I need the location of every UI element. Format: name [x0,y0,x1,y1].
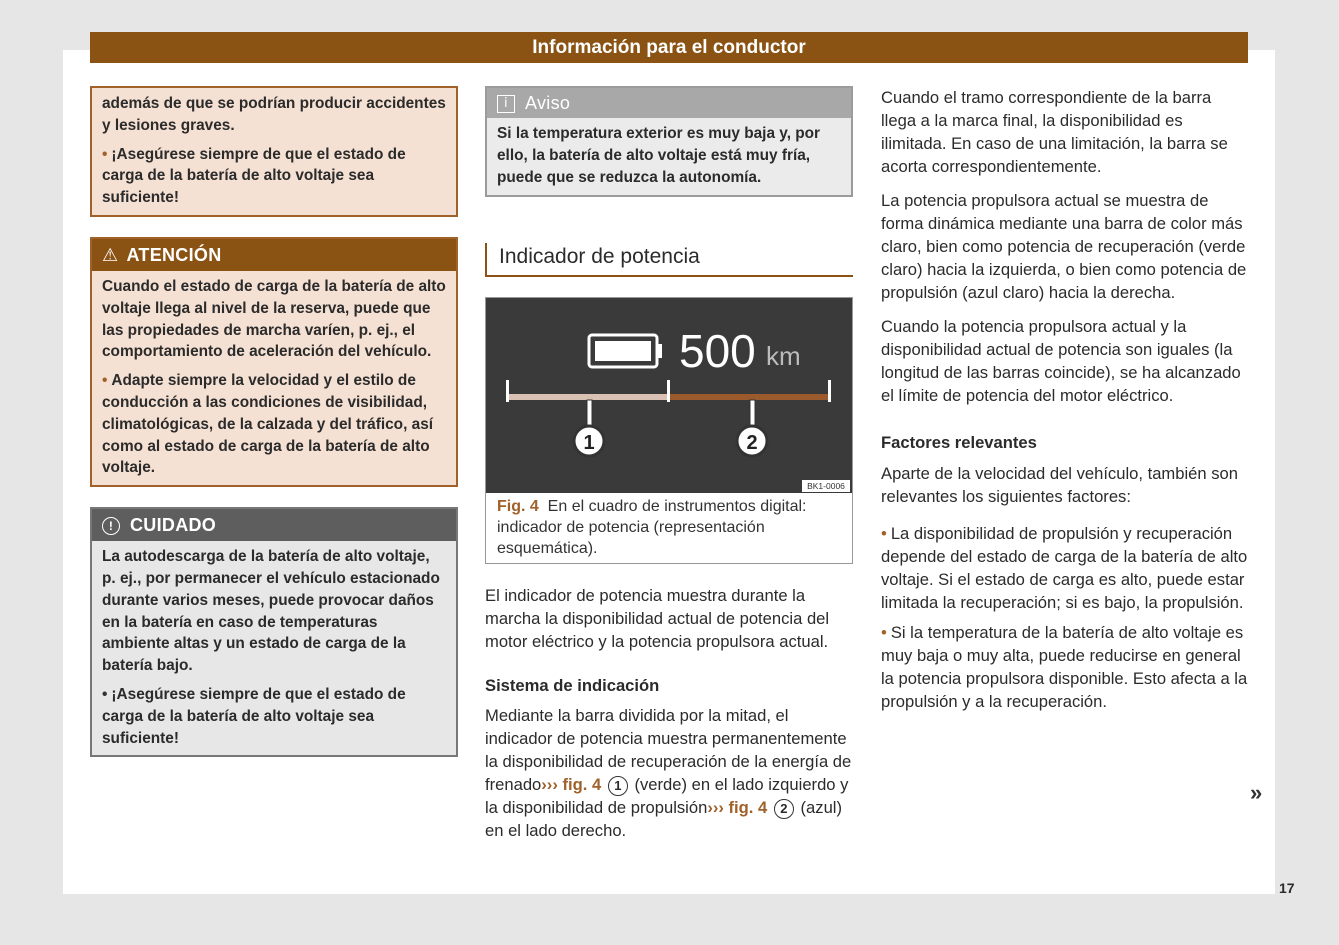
column-right [881,86,1249,713]
paragraph-2: La potencia propulsora actual se muestra de forma dinámica mediante una barra de color más claro, bien como potencia de recuperación (verde claro) hacia la izquierda, o bien como potencia de propulsión (azul claro) hacia la derecha. [881,191,1247,302]
page-header: Información para el conductor [90,32,1248,63]
cuidado-bullet: • ¡Asegúrese siempre de que el estado de carga de la batería de alto voltaje sea suficiente! [102,685,406,747]
intro-paragraph: El indicador de potencia muestra durante la marcha la disponibilidad actual de potencia del motor eléctrico y la potencia propulsora actual. [485,586,830,651]
bullet-1: • La disponibilidad de propulsión y recuperación depende del estado de carga de la batería de alto voltaje. Si el estado de carga es alto, puede estar limitada la recuperación; si es bajo, la propulsión. [881,524,1248,612]
aviso-box [485,86,853,197]
bullet-icon: • [881,623,887,642]
atencion-header: ⚠ ATENCIÓN [92,239,456,271]
warning-triangle-icon: ⚠ [102,244,119,266]
warning-continuation-box [90,86,458,217]
callout-1-ref: 1 [608,776,628,796]
propulsion-bar [670,394,828,400]
bullet-icon: • [102,372,108,390]
figure-caption: Fig. 4 En el cuadro de instrumentos digital: indicador de potencia (representación esquemática). [497,498,807,557]
figure-reference-link[interactable]: ››› fig. 4 [541,775,602,794]
marker-2-label: 2 [746,432,758,454]
atencion-bullet: • Adapte siempre la velocidad y el estilo de conducción a las condiciones de visibilidad, climatológicas, de la calzada y del tráfico, así como al estado de carga de la batería de alto voltaje. [102,372,434,477]
section-title: Indicador de potencia [485,243,853,277]
power-indicator-illustration [486,298,852,493]
page-number: 17 [1279,880,1295,896]
end-mark-right [828,380,831,402]
column-middle [485,86,853,842]
end-mark-left [506,380,509,402]
range-value: 500 [679,325,756,377]
power-indicator-svg [486,298,852,493]
caution-circle-icon: ! [102,517,120,535]
range-unit: km [766,341,801,371]
sistema-paragraph: Mediante la barra dividida por la mitad, el indicador de potencia muestra permanentemente la disponibilidad de recuperación de la energía de frenado››› fig. 4 1 (verde) en el lado izquierdo y la disponibilidad de propulsión››› fig. 4 2 (azul) en el lado derecho. [485,706,852,840]
paragraph-4: Aparte de la velocidad del vehículo, también son relevantes los siguientes factores: [881,464,1238,506]
atencion-box [90,237,458,487]
bullet-icon: • [881,524,887,543]
callout-2-ref: 2 [774,799,794,819]
column-left [90,86,458,757]
paragraph-3: Cuando la potencia propulsora actual y la disponibilidad actual de potencia son iguales (la longitud de las barras coincide), se ha alcanzado el límite de potencia del motor eléctrico. [881,317,1241,405]
atencion-text: Cuando el estado de carga de la batería de alto voltaje llega al nivel de la reserva, puede que las propiedades de marcha varíen, p. ej., el comportamiento de aceleración del vehículo. [102,277,446,361]
cuidado-text: La autodescarga de la batería de alto voltaje, p. ej., por permanecer el vehículo estacionado durante varios meses, puede provocar daños en la batería en caso de temperaturas ambiente altas y un estado de carga de la batería bajo. [102,548,440,675]
recuperation-bar [509,394,667,400]
warning-continuation-bullet: • ¡Asegúrese siempre de que el estado de carga de la batería de alto voltaje sea suficiente! [102,145,406,207]
info-icon: i [497,95,515,113]
cuidado-box [90,507,458,757]
bullet-2: • Si la temperatura de la batería de alto voltaje es muy baja o muy alta, puede reducirse en general la potencia propulsora disponible. Esto afecta a la propulsión y a la recuperación. [881,623,1248,711]
figure-code: BK1-0006 [807,481,845,491]
marker-1-label: 1 [583,432,595,454]
aviso-header: i Aviso [487,88,851,118]
figure-4 [485,297,853,564]
figure-reference-link[interactable]: ››› fig. 4 [707,798,768,817]
aviso-text: Si la temperatura exterior es muy baja y, por ello, la batería de alto voltaje está muy fría, puede que se reduzca la autonomía. [497,125,821,186]
warning-continuation-text: además de que se podrían producir accidentes y lesiones graves. [102,95,446,134]
center-mark [667,380,670,402]
paragraph-1: Cuando el tramo correspondiente de la barra llega a la marca final, la disponibilidad es ilimitada. En caso de una limitación, la barra se acorta correspondientemente. [881,88,1228,176]
bullet-icon: • [102,145,108,163]
factores-subheading: Factores relevantes [881,433,1037,452]
cuidado-header: ! CUIDADO [92,509,456,541]
continue-arrow-icon: » [1250,780,1263,805]
sistema-subheading: Sistema de indicación [485,676,660,695]
bullet-icon: • [102,685,108,703]
